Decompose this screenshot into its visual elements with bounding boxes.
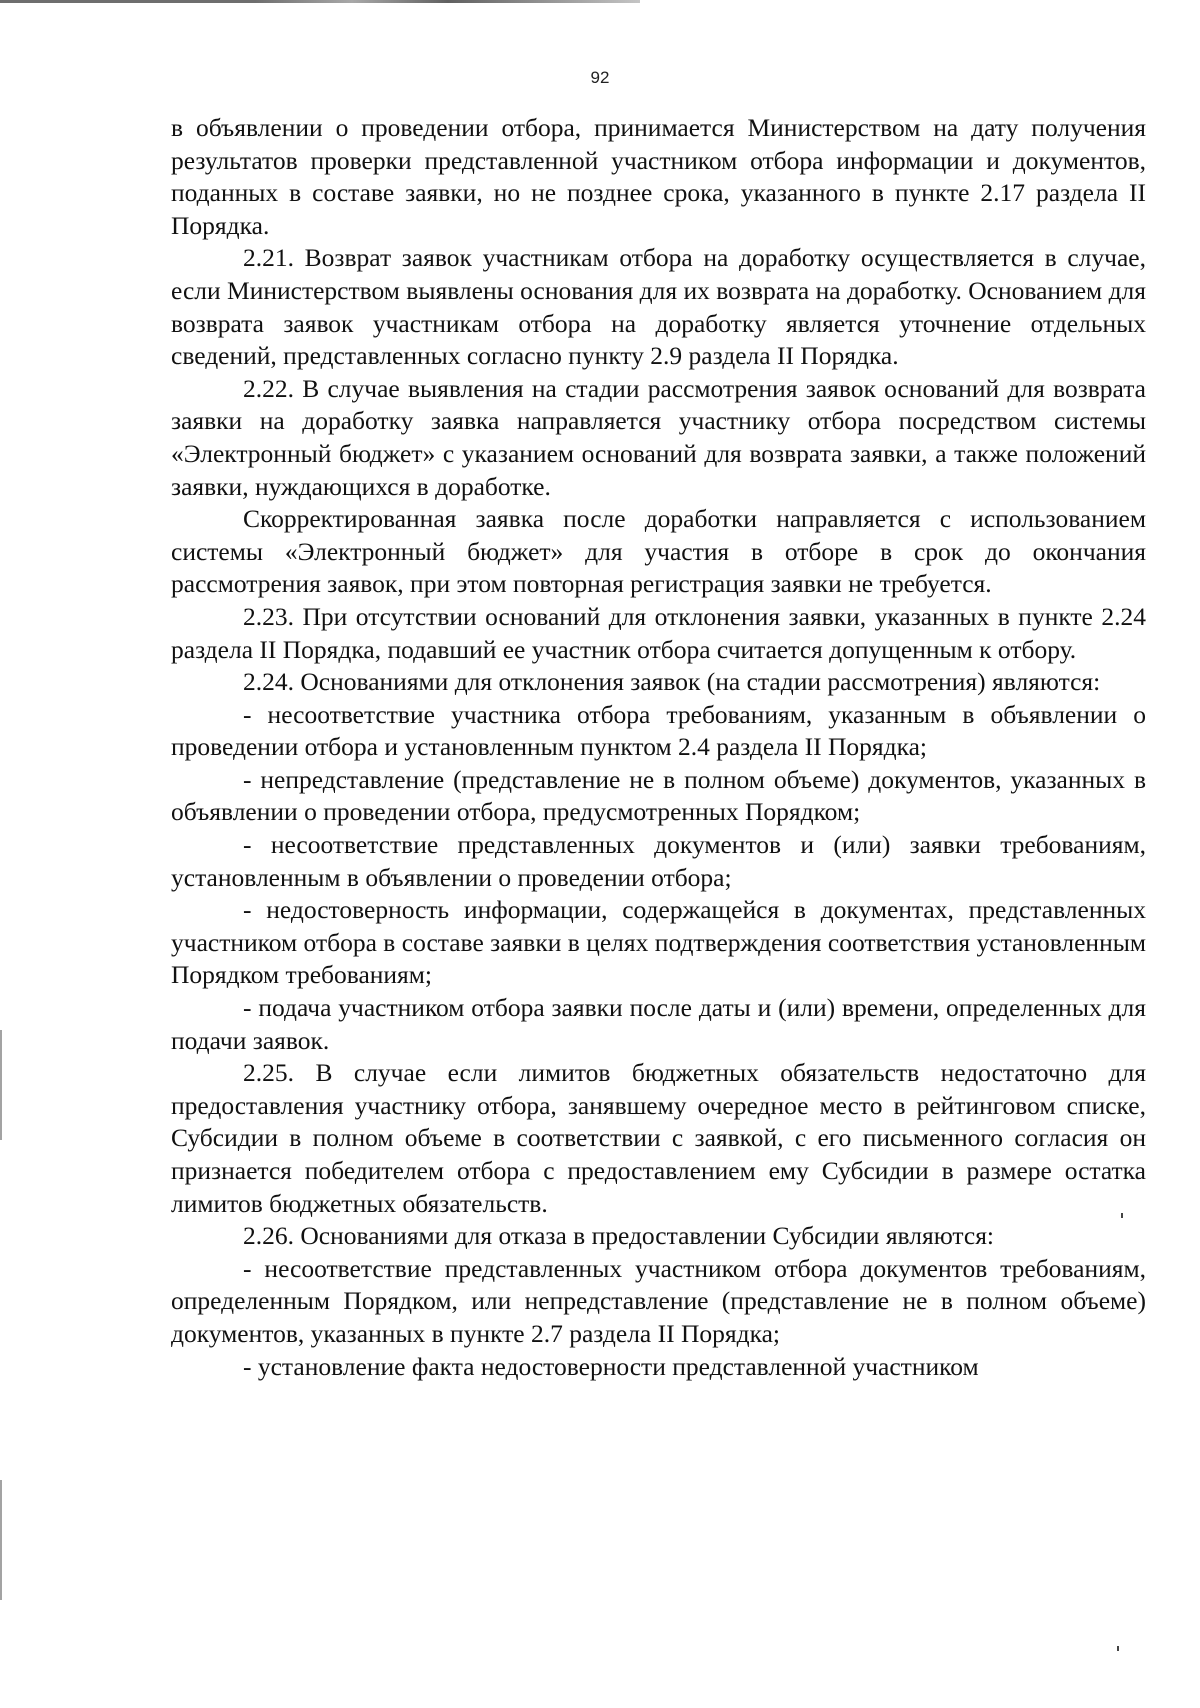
scan-margin-mark bbox=[0, 1480, 2, 1600]
list-item: - непредставление (представление не в полном объеме) документов, указанных в объявлении о проведении отбора, предусмотренных Порядком; bbox=[171, 764, 1146, 827]
list-item: - несоответствие участника отбора требованиям, указанным в объявлении о проведении отбора и установленным пунктом 2.4 раздела II Порядка; bbox=[171, 699, 1146, 762]
paragraph: в объявлении о проведении отбора, принимается Министерством на дату получения результатов проверки представленной участником отбора информации и документов, поданных в составе заявки, но не позднее срока, указанного в пункте 2.17 раздела II Порядка. bbox=[171, 113, 1146, 240]
list-item: - несоответствие представленных участником отбора документов требованиям, определенным Порядком, или непредставление (представление не в полном объеме) документов, указанных в пункте 2.7 раздела II Порядка; bbox=[171, 1253, 1146, 1348]
document-body bbox=[171, 112, 1146, 1383]
scan-edge-line bbox=[0, 0, 640, 3]
list-item: - недостоверность информации, содержащейся в документах, представленных участником отбора в составе заявки в целях подтверждения соответствия установленным Порядком требованиям; bbox=[171, 895, 1146, 990]
list-item: - несоответствие представленных документов и (или) заявки требованиям, установленным в объявлении о проведении отбора; bbox=[171, 830, 1146, 892]
paragraph: 2.25. В случае если лимитов бюджетных обязательств недостаточно для предоставления участнику отбора, занявшему очередное место в рейтинговом списке, Субсидии в полном объеме в соответствии с заявкой, с его письменного согласия он признается победителем отбора с предоставлением ему Субсидии в размере остатка лимитов бюджетных обязательств. bbox=[171, 1058, 1146, 1218]
scan-speck bbox=[1117, 1646, 1119, 1651]
list-item: - подача участником отбора заявки после даты и (или) времени, определенных для подачи заявок. bbox=[171, 993, 1146, 1055]
paragraph: 2.21. Возврат заявок участникам отбора на доработку осуществляется в случае, если Министерством выявлены основания для их возврата на доработку. Основанием для возврата заявок участникам отбора на доработку является уточнение отдельных сведений, представленных согласно пункту 2.9 раздела II Порядка. bbox=[171, 243, 1146, 371]
paragraph: Скорректированная заявка после доработки направляется с использованием системы «Электронный бюджет» для участия в отборе в срок до окончания рассмотрения заявок, при этом повторная регистрация заявки не требуется. bbox=[171, 504, 1146, 599]
paragraph: 2.24. Основаниями для отклонения заявок (на стадии рассмотрения) являются: bbox=[243, 667, 1101, 697]
page-number: 92 bbox=[590, 68, 610, 87]
list-item: - установление факта недостоверности представленной участником bbox=[243, 1351, 979, 1381]
paragraph: 2.26. Основаниями для отказа в предоставлении Субсидии являются: bbox=[243, 1221, 995, 1251]
paragraph: 2.22. В случае выявления на стадии рассмотрения заявок оснований для возврата заявки на доработку заявка направляется участнику отбора посредством системы «Электронный бюджет» с указанием оснований для возврата заявки, а также положений заявки, нуждающихся в доработке. bbox=[171, 373, 1146, 501]
scan-margin-mark bbox=[0, 1030, 2, 1140]
paragraph: 2.23. При отсутствии оснований для отклонения заявки, указанных в пункте 2.24 раздела II Порядка, подавший ее участник отбора считается допущенным к отбору. bbox=[171, 601, 1146, 664]
